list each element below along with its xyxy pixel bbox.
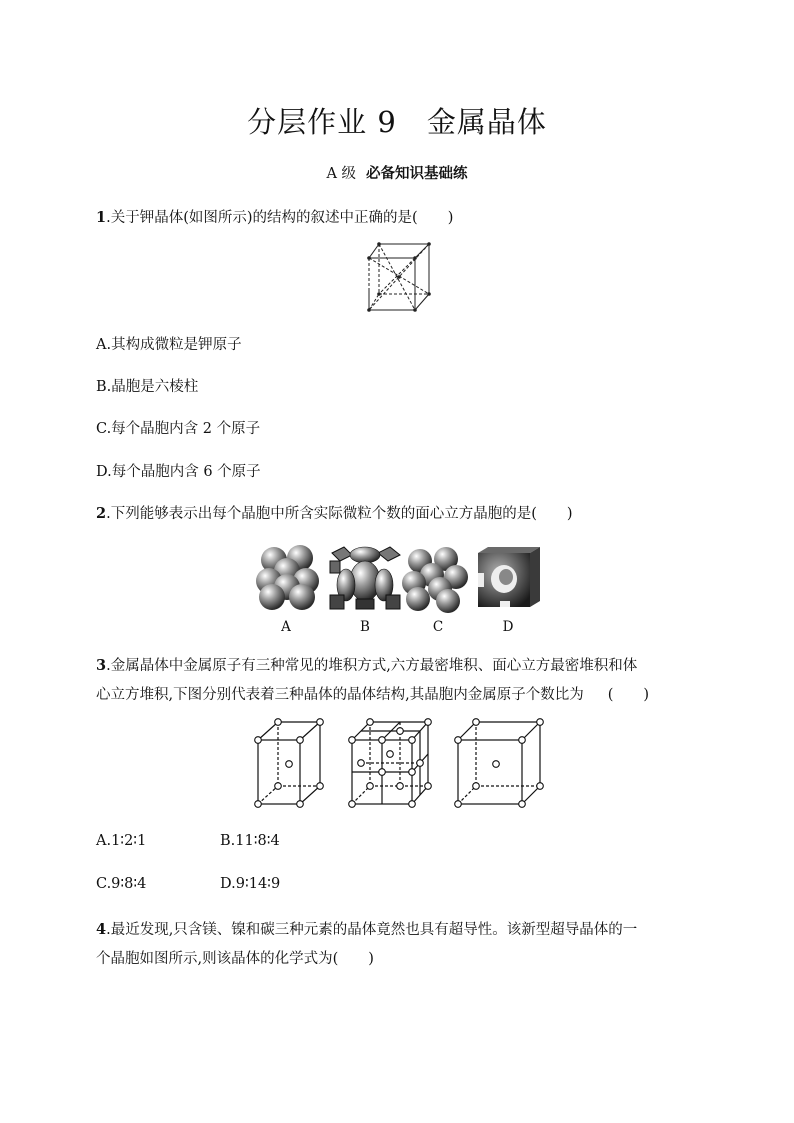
q3-option-c: C.9∶8∶4 <box>96 876 147 892</box>
question-1-close: ) <box>447 210 454 226</box>
q1-option-d: D.每个晶胞内含 6 个原子 <box>96 464 261 480</box>
question-2-close: ) <box>566 506 573 522</box>
potassium-cell-figure <box>362 238 434 316</box>
title-main: 分层作业 9 <box>247 105 397 139</box>
question-1 <box>96 206 453 227</box>
question-2-number: 2 <box>96 505 107 522</box>
question-4-text-1: .最近发现,只含镁、镍和碳三种元素的晶体竟然也具有超导性。该新型超导晶体的一 <box>106 922 638 938</box>
q1-option-b: B.晶胞是六棱柱 <box>96 379 199 395</box>
level-name: 必备知识基础练 <box>366 165 468 182</box>
q1-option-c: C.每个晶胞内含 2 个原子 <box>96 421 261 437</box>
question-1-number: 1 <box>96 209 107 226</box>
question-4-number: 4 <box>96 921 107 938</box>
level-heading <box>0 162 794 183</box>
fcc-label-a: A <box>281 619 291 635</box>
question-3-paren-open: ( <box>607 687 614 703</box>
question-4-text-2: 个晶胞如图所示,则该晶体的化学式为( <box>96 951 339 967</box>
fcc-image-b <box>330 547 400 609</box>
question-4-close: ) <box>368 951 374 967</box>
fcc-image-c <box>402 547 468 613</box>
fcc-image-d <box>478 547 540 607</box>
packing-structures-figure <box>250 714 550 810</box>
question-4-line-1 <box>96 918 637 939</box>
question-3-paren-close: ) <box>643 687 650 703</box>
page-title <box>0 100 794 141</box>
title-topic: 金属晶体 <box>426 105 547 139</box>
fcc-image-a <box>256 545 319 610</box>
q3-option-d: D.9∶14∶9 <box>220 876 281 892</box>
question-1-text: .关于钾晶体(如图所示)的结构的叙述中正确的是( <box>106 210 418 226</box>
question-3-line-1 <box>96 654 637 675</box>
question-2 <box>96 502 573 523</box>
level-tag: A 级 <box>326 166 357 182</box>
question-3-text-2: 心立方堆积,下图分别代表着三种晶体的晶体结构,其晶胞内金属原子个数比为 <box>96 687 584 703</box>
question-3-line-2 <box>96 683 649 704</box>
question-4-line-2 <box>96 947 374 968</box>
question-2-text: .下列能够表示出每个晶胞中所含实际微粒个数的面心立方晶胞的是( <box>106 506 537 522</box>
question-3-number: 3 <box>96 657 107 674</box>
fcc-label-b: B <box>360 619 370 635</box>
fcc-cell-images <box>254 543 544 613</box>
question-3-text-1: .金属晶体中金属原子有三种常见的堆积方式,六方最密堆积、面心立方最密堆积和体 <box>106 658 638 674</box>
fcc-label-d: D <box>502 619 514 635</box>
q1-option-a: A.其构成微粒是钾原子 <box>96 337 242 353</box>
fcc-label-c: C <box>432 619 444 635</box>
q3-option-a: A.1∶2∶1 <box>96 833 147 849</box>
q3-option-b: B.11∶8∶4 <box>220 833 280 849</box>
